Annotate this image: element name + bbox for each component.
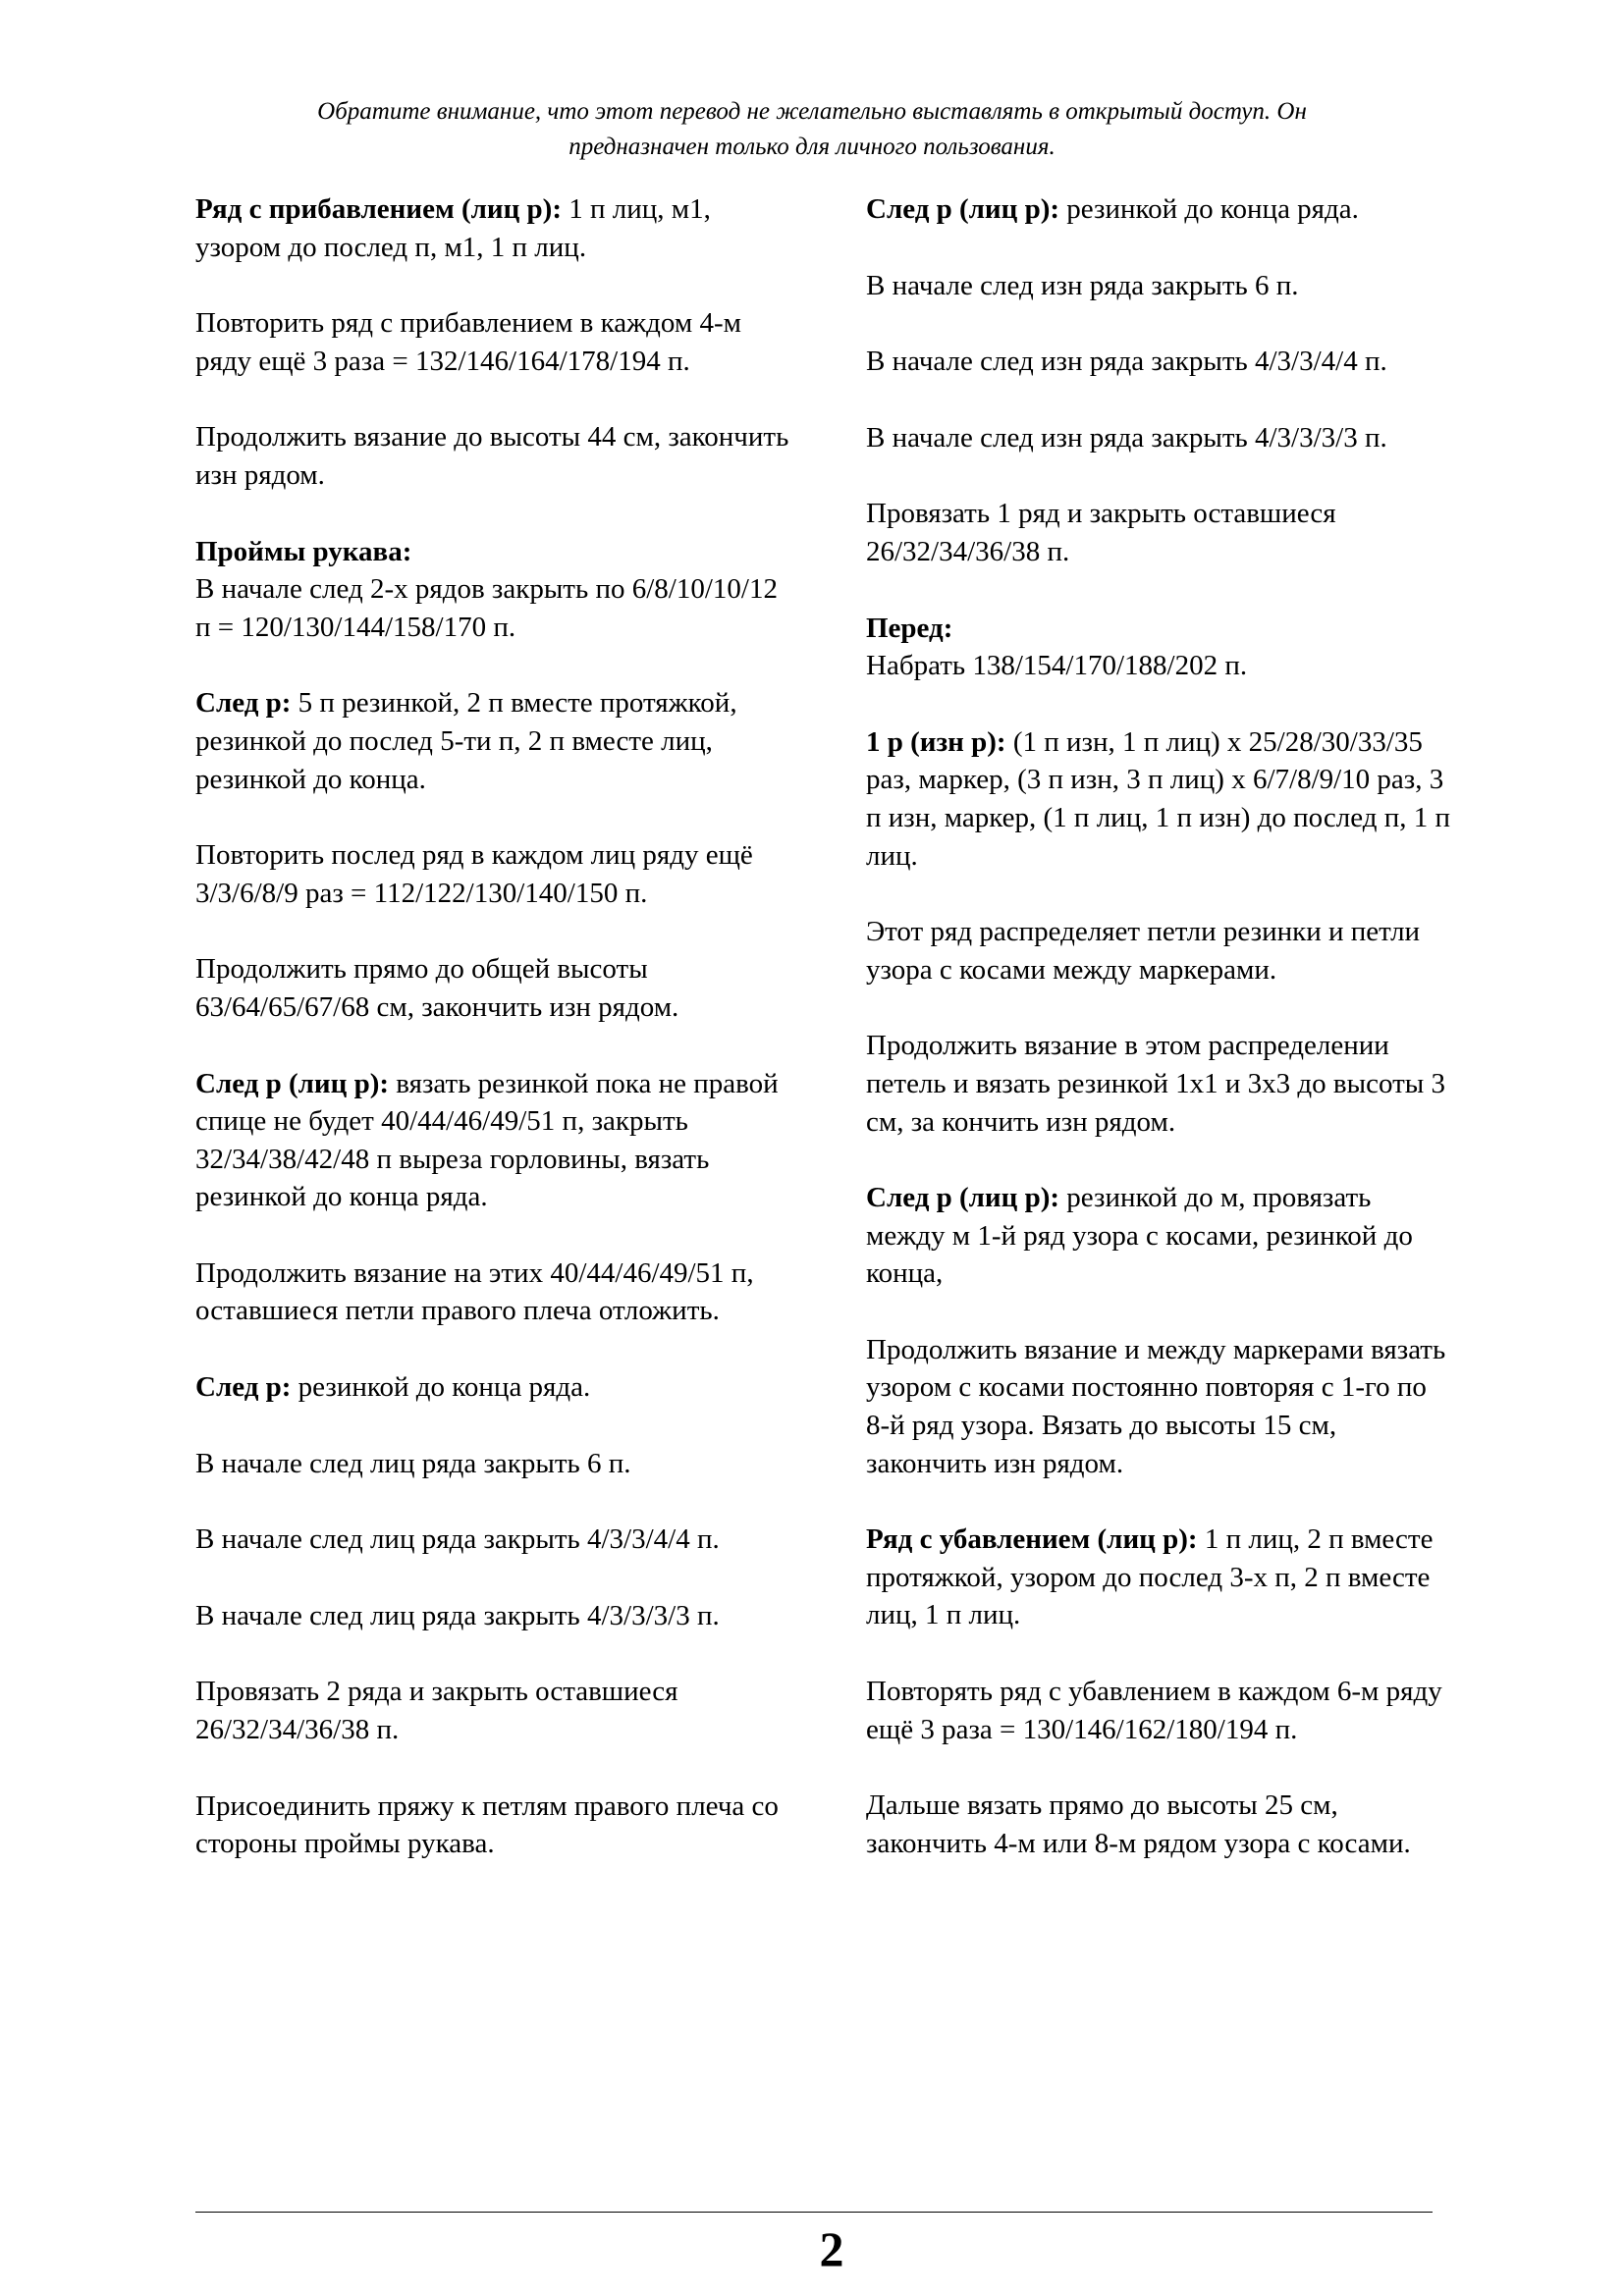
paragraph-next-row-rib: [195, 1368, 790, 1407]
text-row-1: (1 п изн, 1 п лиц) х 25/28/30/33/35 раз, маркер, (3 п изн, 3 п лиц) х 6/7/8/9/10 раз, 3 п изн, маркер, (1 п лиц, 1 п изн) до послед п, 1 п лиц.: [866, 725, 1451, 872]
paragraph-bind-off-4-3-3-3-3-wrong: В начале след изн ряда закрыть 4/3/3/3/3 п.: [866, 421, 1387, 454]
paragraph-front: [866, 610, 1455, 685]
paragraph-cable-repeat: Продолжить вязание и между маркерами вязать узором с косами постоянно повторяя с 1-го по 8-й ряд узора. Вязать до высоты 15 см, закончить изн рядом.: [866, 1333, 1446, 1479]
paragraph-continue-total-height: Продолжить прямо до общей высоты 63/64/65/67/68 см, закончить изн рядом.: [195, 953, 679, 1023]
paragraph-neckline: [195, 1065, 790, 1216]
paragraph-bind-off-remaining-right: Провязать 1 ряд и закрыть оставшиеся 26/32/34/36/38 п.: [866, 498, 1336, 567]
paragraph-first-cable-row: [866, 1179, 1455, 1293]
paragraph-repeat-last-row: Повторить послед ряд в каждом лиц ряду ещё 3/3/6/8/9 раз = 112/122/130/140/150 п.: [195, 839, 753, 909]
right-column: [866, 190, 1455, 1900]
paragraph-next-row-rib-end: [866, 190, 1455, 229]
paragraph-repeat-decrease: Повторять ряд с убавлением в каждом 6-м ряду ещё 3 раза = 130/146/162/180/194 п.: [866, 1676, 1442, 1745]
text-decrease-row: 1 п лиц, 2 п вместе протяжкой, узором до послед 3-х п, 2 п вместе лиц, 1 п лиц.: [866, 1523, 1434, 1631]
text-first-cable-row: резинкой до м, провязать между м 1-й ряд узора с косами, резинкой до конца,: [866, 1182, 1413, 1290]
paragraph-continue-shoulder: Продолжить вязание на этих 40/44/46/49/51 п, оставшиеся петли правого плеча отложить.: [195, 1256, 754, 1327]
paragraph-row-1: [866, 723, 1455, 875]
translation-notice: [177, 94, 1447, 165]
paragraph-decrease-row: [866, 1521, 1455, 1634]
text-next-row: 5 п резинкой, 2 п вместе протяжкой, резинкой до послед 5-ти п, 2 п вместе лиц, резинкой до конца.: [195, 687, 737, 795]
paragraph-armholes: [195, 533, 790, 647]
label-next-row: След р:: [195, 687, 292, 720]
paragraph-bind-off-4-3-3-4-4-wrong: В начале след изн ряда закрыть 4/3/3/4/4 п.: [866, 346, 1387, 378]
heading-front: Перед:: [866, 612, 953, 644]
label-next-row-cable: След р (лиц р):: [866, 1182, 1060, 1214]
text-increase-row: 1 п лиц, м1, узором до послед п, м1, 1 п лиц.: [195, 193, 711, 263]
paragraph-continue-3cm: Продолжить вязание в этом распределении петель и вязать резинкой 1х1 и 3х3 до высоты 3 см, за кончить изн рядом.: [866, 1030, 1445, 1138]
paragraph-distribution: Этот ряд распределяет петли резинки и петли узора с косами между маркерами.: [866, 916, 1421, 986]
text-neckline: вязать резинкой пока не правой спице не будет 40/44/46/49/51 п, закрыть 32/34/38/42/48 п выреза горловины, вязать резинкой до конца ряда.: [195, 1067, 779, 1213]
notice-line-2: предназначен только для личного пользования.: [568, 133, 1056, 160]
paragraph-continue-25cm: Дальше вязать прямо до высоты 25 см, закончить 4-м или 8-м рядом узора с косами.: [866, 1789, 1411, 1859]
paragraph-rejoin-yarn: Присоединить пряжу к петлям правого плеча со стороны проймы рукава.: [195, 1789, 779, 1860]
label-increase-row: Ряд с прибавлением (лиц р):: [195, 193, 562, 225]
paragraph-bind-off-remaining: Провязать 2 ряда и закрыть оставшиеся 26/32/34/36/38 п.: [195, 1676, 678, 1746]
label-neckline-row: След р (лиц р):: [195, 1067, 390, 1099]
paragraph-continue-44cm: Продолжить вязание до высоты 44 см, закончить изн рядом.: [195, 421, 789, 491]
paragraph-bind-off-4-3-3-4-4: В начале след лиц ряда закрыть 4/3/3/4/4 п.: [195, 1523, 720, 1556]
heading-armholes: Проймы рукава:: [195, 535, 412, 567]
label-next-row-rib: След р:: [195, 1371, 292, 1404]
text-rib-to-end: резинкой до конца ряда.: [1059, 193, 1359, 225]
text-cast-on: Набрать 138/154/170/188/202 п.: [866, 650, 1248, 682]
footer-divider: [195, 2212, 1433, 2213]
paragraph-next-row: [195, 684, 790, 798]
text-next-row-rib: резинкой до конца ряда.: [291, 1371, 591, 1404]
paragraph-bind-off-6-wrong: В начале след изн ряда закрыть 6 п.: [866, 269, 1299, 301]
label-next-row-knit: След р (лиц р):: [866, 193, 1060, 225]
label-decrease-row: Ряд с убавлением (лиц р):: [866, 1523, 1198, 1556]
notice-line-1: Обратите внимание, что этот перевод не желательно выставлять в открытый доступ. Он: [317, 98, 1307, 125]
text-armholes: В начале след 2-х рядов закрыть по 6/8/10/10/12 п = 120/130/144/158/170 п.: [195, 573, 778, 643]
paragraph-repeat-increase: Повторить ряд с прибавлением в каждом 4-м ряду ещё 3 раза = 132/146/164/178/194 п.: [195, 307, 741, 377]
label-row-1: 1 р (изн р):: [866, 725, 1006, 758]
paragraph-bind-off-4-3-3-3-3: В начале след лиц ряда закрыть 4/3/3/3/3 п.: [195, 1599, 720, 1631]
page-number: 2: [819, 2221, 844, 2276]
paragraph-bind-off-6: В начале след лиц ряда закрыть 6 п.: [195, 1447, 631, 1479]
paragraph-increase-row: [195, 190, 790, 266]
left-column: [195, 190, 790, 1901]
